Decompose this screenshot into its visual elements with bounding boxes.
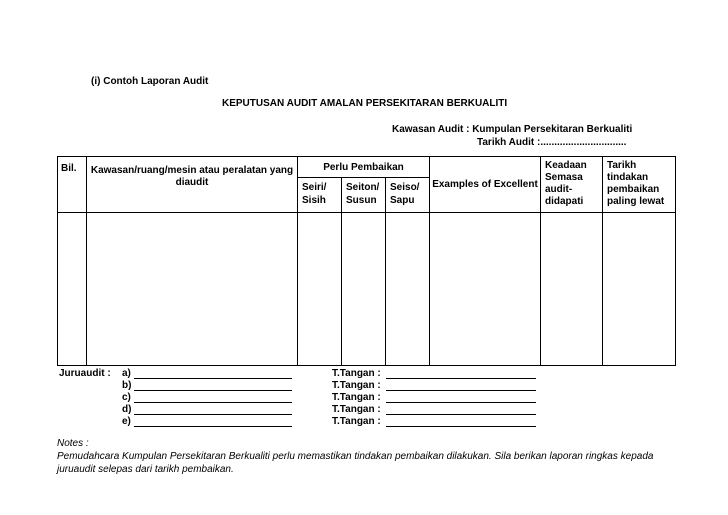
auditor-d-label: d) (122, 404, 132, 415)
auditor-e-line[interactable] (134, 426, 292, 427)
sign-e-line[interactable] (386, 426, 536, 427)
cell-bil[interactable] (58, 213, 87, 366)
cell-tarikh[interactable] (603, 213, 676, 366)
auditor-c-label: c) (122, 392, 131, 403)
sign-a-label: T.Tangan : (332, 368, 381, 379)
cell-examples[interactable] (430, 213, 541, 366)
example-label: (i) Contoh Laporan Audit (91, 76, 209, 87)
auditor-d-line[interactable] (134, 414, 292, 415)
juruaudit-label: Juruaudit : (59, 368, 111, 379)
notes-heading: Notes : (57, 438, 89, 449)
header-seiso: Seiso/ Sapu (386, 178, 430, 213)
header-seiton: Seiton/ Susun (342, 178, 386, 213)
header-seiri: Seiri/ Sisih (298, 178, 342, 213)
header-tarikh-tindakan: Tarikh tindakan pembaikan paling lewat (603, 157, 676, 213)
auditor-e-label: e) (122, 416, 131, 427)
sign-c-label: T.Tangan : (332, 392, 381, 403)
tarikh-audit-field: Tarikh Audit :............................... (477, 137, 627, 148)
sign-e-label: T.Tangan : (332, 416, 381, 427)
sign-b-line[interactable] (386, 390, 536, 391)
page-title: KEPUTUSAN AUDIT AMALAN PERSEKITARAN BERKUALITI (222, 98, 508, 109)
auditor-a-label: a) (122, 368, 131, 379)
cell-keadaan[interactable] (541, 213, 603, 366)
header-bil: Bil. (58, 157, 87, 213)
sign-d-line[interactable] (386, 414, 536, 415)
notes-text: Pemudahcara Kumpulan Persekitaran Berkualiti perlu memastikan tindakan pembaikan dilakukan. Sila berikan laporan ringkas kepada juruaudit selepas dari tarikh pembaikan. (57, 451, 654, 475)
auditor-c-line[interactable] (134, 402, 292, 403)
cell-seiri[interactable] (298, 213, 342, 366)
cell-seiso[interactable] (386, 213, 430, 366)
cell-kawasan[interactable] (87, 213, 298, 366)
header-perlu-pembaikan: Perlu Pembaikan (298, 157, 430, 178)
cell-seiton[interactable] (342, 213, 386, 366)
header-kawasan: Kawasan/ruang/mesin atau peralatan yang diaudit (87, 157, 298, 213)
kawasan-audit-field: Kawasan Audit : Kumpulan Persekitaran Berkualiti (392, 124, 633, 135)
sign-c-line[interactable] (386, 402, 536, 403)
sign-d-label: T.Tangan : (332, 404, 381, 415)
auditor-b-line[interactable] (134, 390, 292, 391)
auditor-a-line[interactable] (134, 378, 292, 379)
sign-b-label: T.Tangan : (332, 380, 381, 391)
auditor-b-label: b) (122, 380, 132, 391)
sign-a-line[interactable] (386, 378, 536, 379)
notes-block (57, 437, 677, 476)
header-keadaan: Keadaan Semasa audit-didapati (541, 157, 603, 213)
header-examples: Examples of Excellent (430, 157, 541, 213)
audit-table (57, 156, 676, 366)
